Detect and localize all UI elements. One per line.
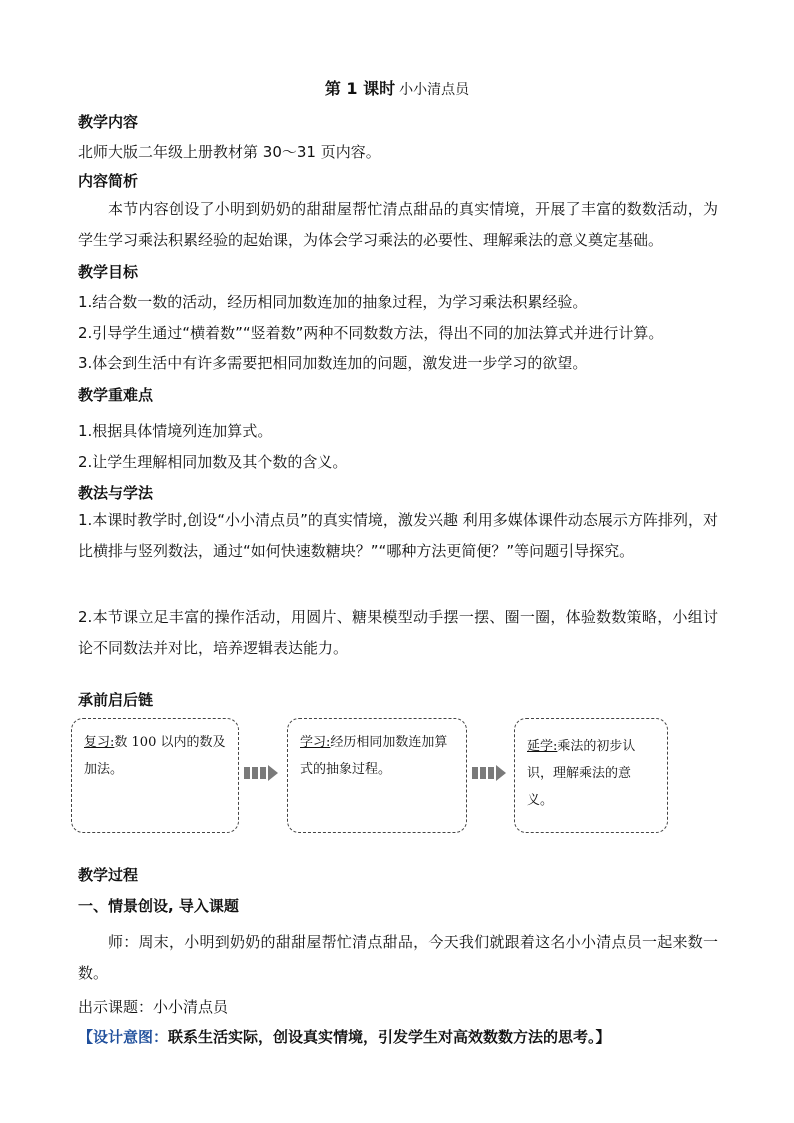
method-item: 2.本节课立足丰富的操作活动，用圆片、糖果模型动手摆一摆、圈一圈，体验数数策略，小组讨论不同数法并对比，培养逻辑表达能力。 [78,608,718,657]
design-intent [78,1026,611,1048]
lesson-title-main: 第 1 课时 [324,79,396,98]
chain-box-learn [287,718,467,833]
goal-item: 2.引导学生通过“横着数”“竖着数”两种不同数数方法，得出不同的加法算式并进行计算。 [78,324,664,342]
heading-goals: 教学目标 [78,263,139,281]
heading-key: 教学重难点 [78,386,154,404]
chain-label: 复习: [84,735,115,750]
chain-label: 学习: [300,735,331,750]
chain-label: 延学: [527,739,558,754]
part1-text: 师：周末，小明到奶奶的甜甜屋帮忙清点甜品，今天我们就跟着这名小小清点员一起来数一数。 [78,933,718,982]
design-intent-tag: 【设计意图： [78,1028,169,1046]
chain-box-review [71,718,239,833]
goal-item: 3.体会到生活中有许多需要把相同加数连加的问题，激发进一步学习的欲望。 [78,354,588,372]
chain-text: 经历相同加数连加算式的抽象过程。 [300,735,448,777]
lesson-title-sub: 小小清点员 [399,82,470,98]
brief-text: 本节内容创设了小明到奶奶的甜甜屋帮忙清点甜品的真实情境，开展了丰富的数数活动，为学生学习乘法积累经验的起始课，为体会学习乘法的必要性、理解乘法的意义奠定基础。 [78,200,718,249]
design-intent-text: 联系生活实际，创设真实情境，引发学生对高效数数方法的思考。】 [168,1028,611,1046]
heading-chain: 承前启后链 [78,691,154,709]
chain-box-extend [514,718,668,833]
flow-arrow-icon [472,765,508,781]
heading-content: 教学内容 [78,113,139,131]
flow-arrow-icon [244,765,280,781]
heading-brief: 内容简析 [78,172,139,190]
lesson-title [0,78,794,101]
heading-method: 教法与学法 [78,484,154,502]
key-item: 2.让学生理解相同加数及其个数的含义。 [78,453,348,471]
heading-process: 教学过程 [78,866,139,884]
part1-heading: 一、情景创设, 导入课题 [78,897,239,915]
content-text: 北师大版二年级上册教材第 30～31 页内容。 [78,143,381,161]
show-topic: 出示课题：小小清点员 [78,998,229,1016]
method-item: 1.本课时教学时,创设“小小清点员”的真实情境，激发兴趣 利用多媒体课件动态展示方阵排列，对比横排与竖列数法，通过“如何快速数糖块？”“哪种方法更简便？”等问题引导探究。 [78,511,718,560]
chain-text: 数 100 以内的数及加法。 [84,735,226,777]
key-item: 1.根据具体情境列连加算式。 [78,422,273,440]
chain-text: 乘法的初步认识，理解乘法的意义。 [527,739,636,808]
goal-item: 1.结合数一数的活动，经历相同加数连加的抽象过程，为学习乘法积累经验。 [78,293,588,311]
